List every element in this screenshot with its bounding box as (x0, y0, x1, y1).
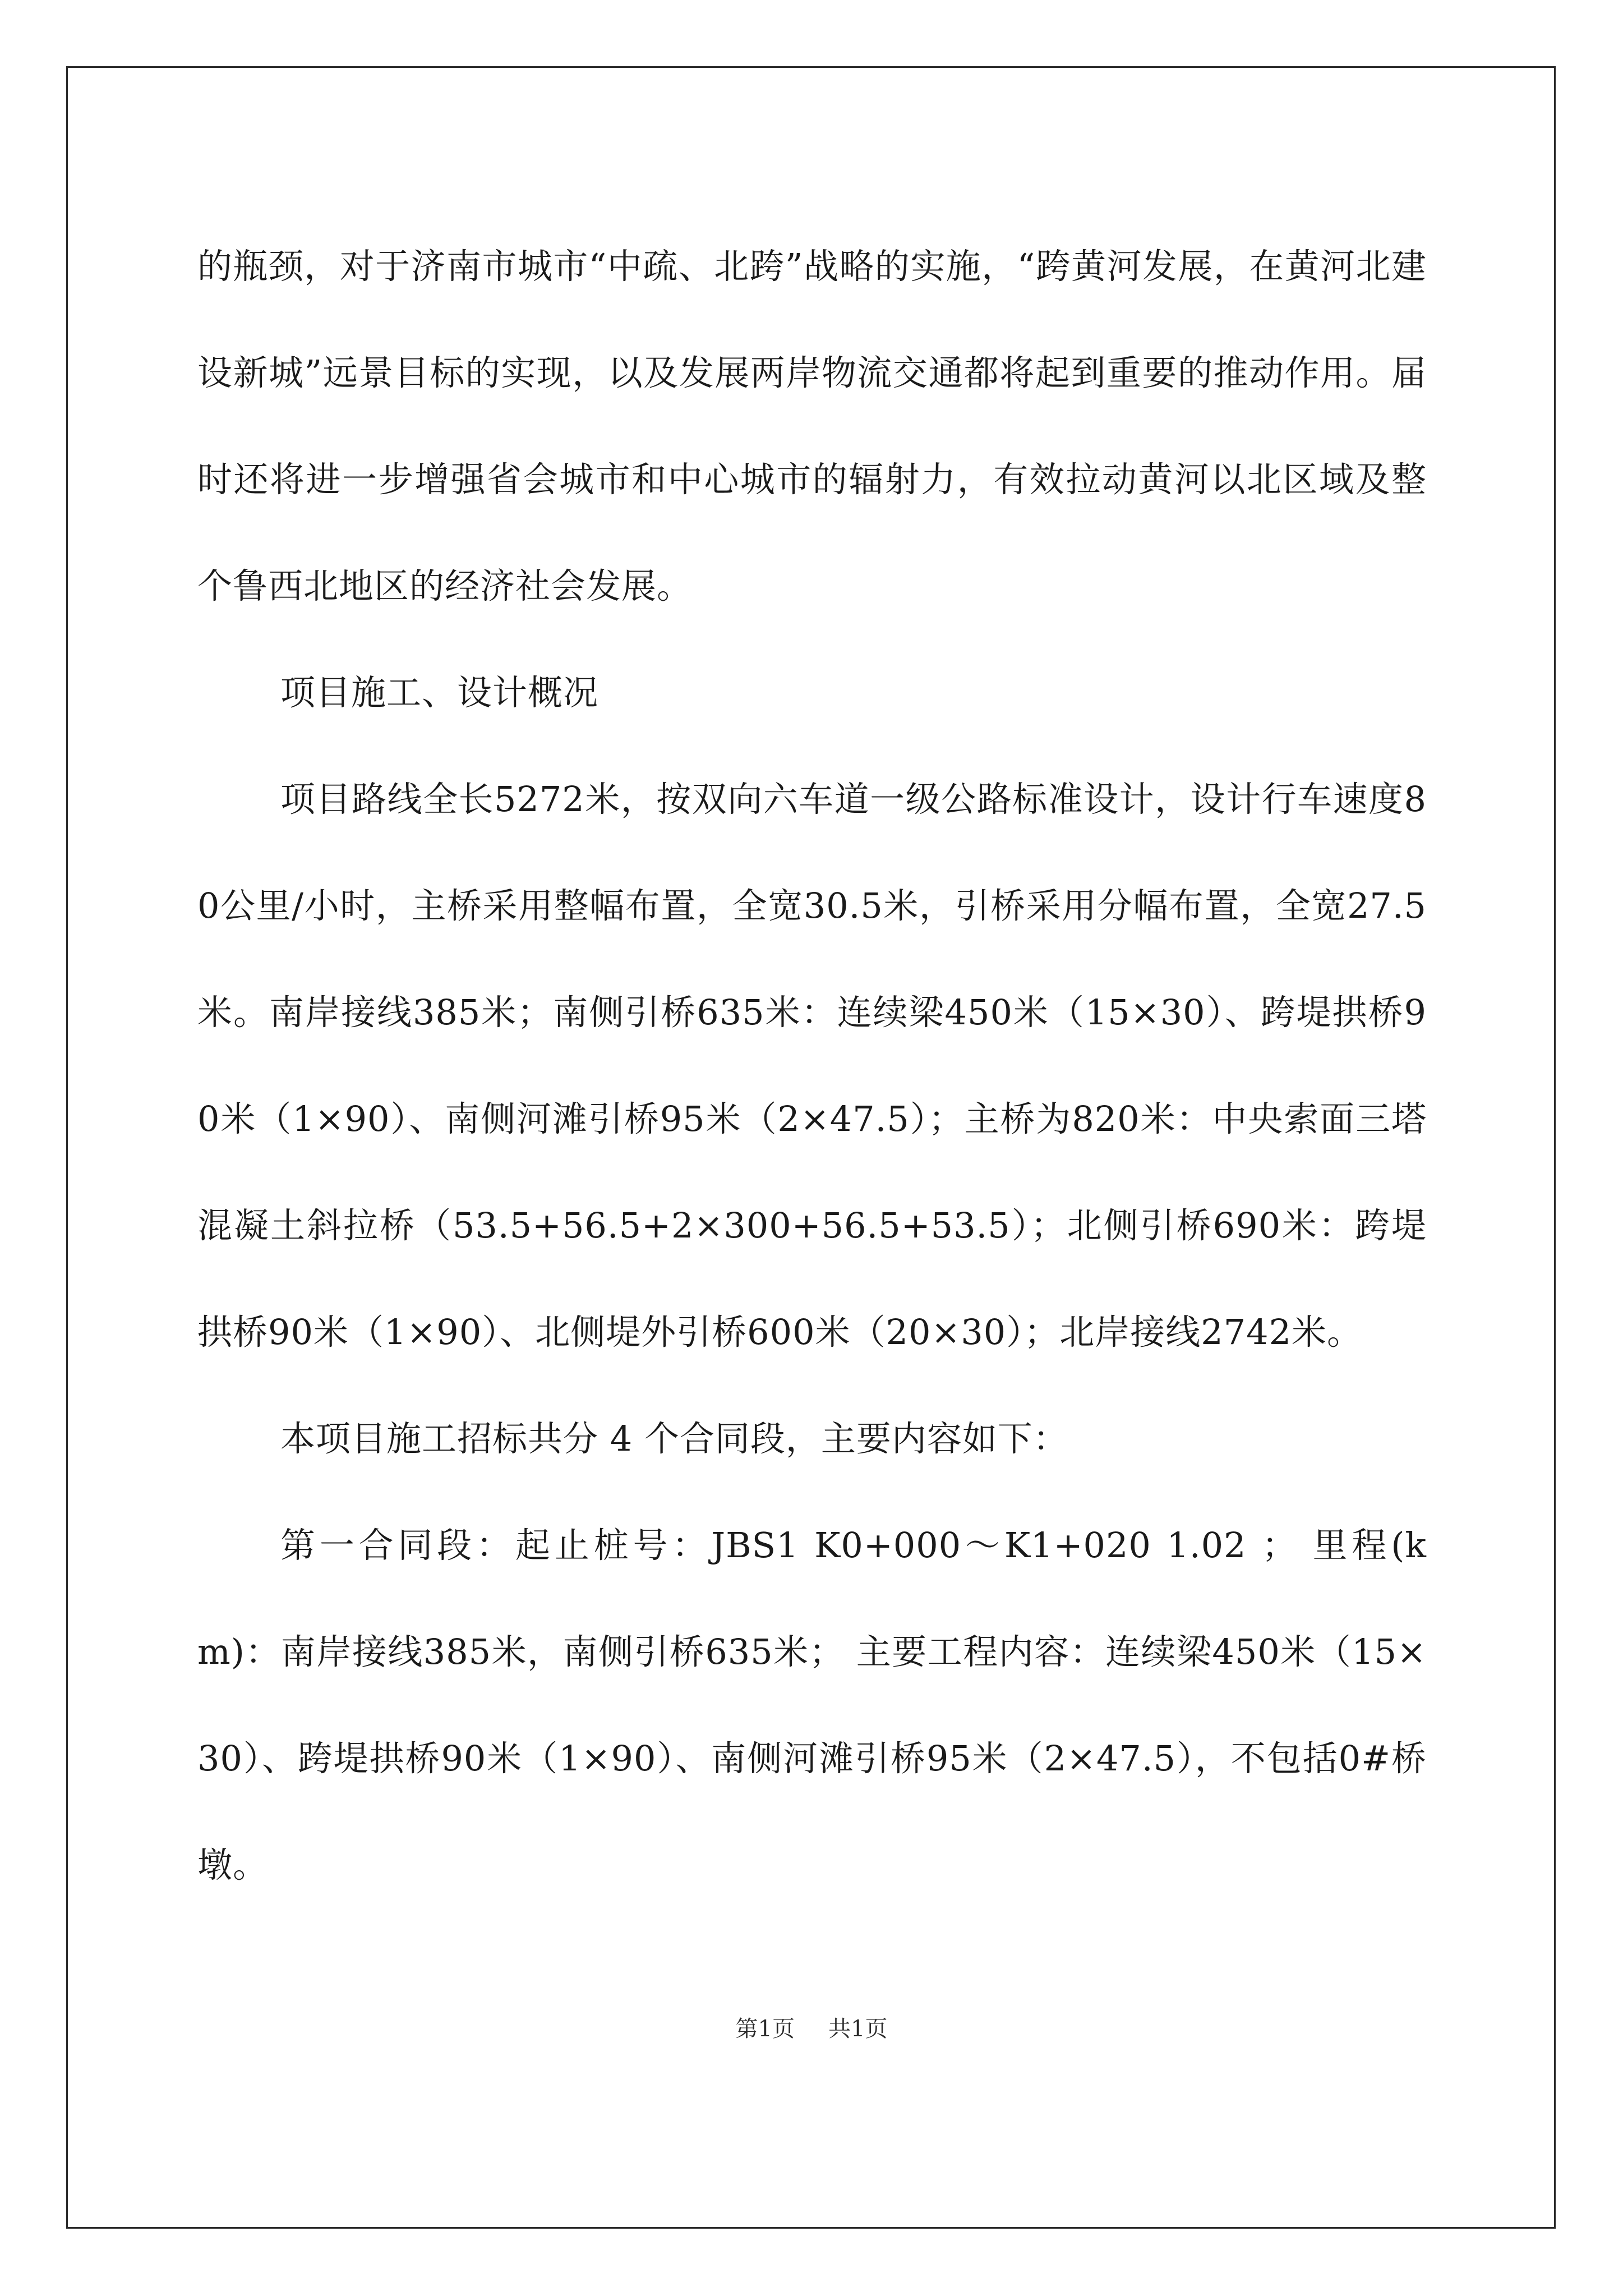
paragraph-project-overview: 项目路线全长5272米，按双向六车道一级公路标准设计，设计行车速度80公里/小时，主桥采用整幅布置，全宽30.5米，引桥采用分幅布置，全宽27.5米。南岸接线385米；南侧引桥635米：连续梁450米（15×30）、跨堤拱桥90米（1×90）、南侧河滩引桥95米（2×47.5）；主桥为820米：中央索面三塔混凝土斜拉桥（53.5+56.5+2×300+56.5+53.5）；北侧引桥690米：跨堤拱桥90米（1×90）、北侧堤外引桥600米（20×30）；北岸接线2742米。 (197, 779, 1427, 1352)
paragraph-bidding-summary: 本项目施工招标共分 4 个合同段，主要内容如下： (280, 1418, 1068, 1459)
section-heading: 项目施工、设计概况 (280, 672, 599, 713)
page-number: 第1页 (735, 2016, 795, 2042)
paragraph-intro: 的瓶颈，对于济南市城市“中疏、北跨”战略的实施，“跨黄河发展，在黄河北建设新城”远景目标的实现，以及发展两岸物流交通都将起到重要的推动作用。届时还将进一步增强省会城市和中心城市的辐射力，有效拉动黄河以北区域及整个鲁西北地区的经济社会发展。 (197, 246, 1427, 606)
page-footer (0, 2011, 1623, 2043)
paragraph-contract-section-1: 第一合同段：起止桩号：JBS1 K0+000～K1+020 1.02 ； 里程(km)：南岸接线385米，南侧引桥635米； 主要工程内容：连续梁450米（15×30）、跨堤拱桥90米（1×90）、南侧河滩引桥95米（2×47.5），不包括0#桥墩。 (197, 1525, 1427, 1885)
page-total: 共1页 (828, 2016, 888, 2042)
document-body (197, 213, 1427, 1918)
